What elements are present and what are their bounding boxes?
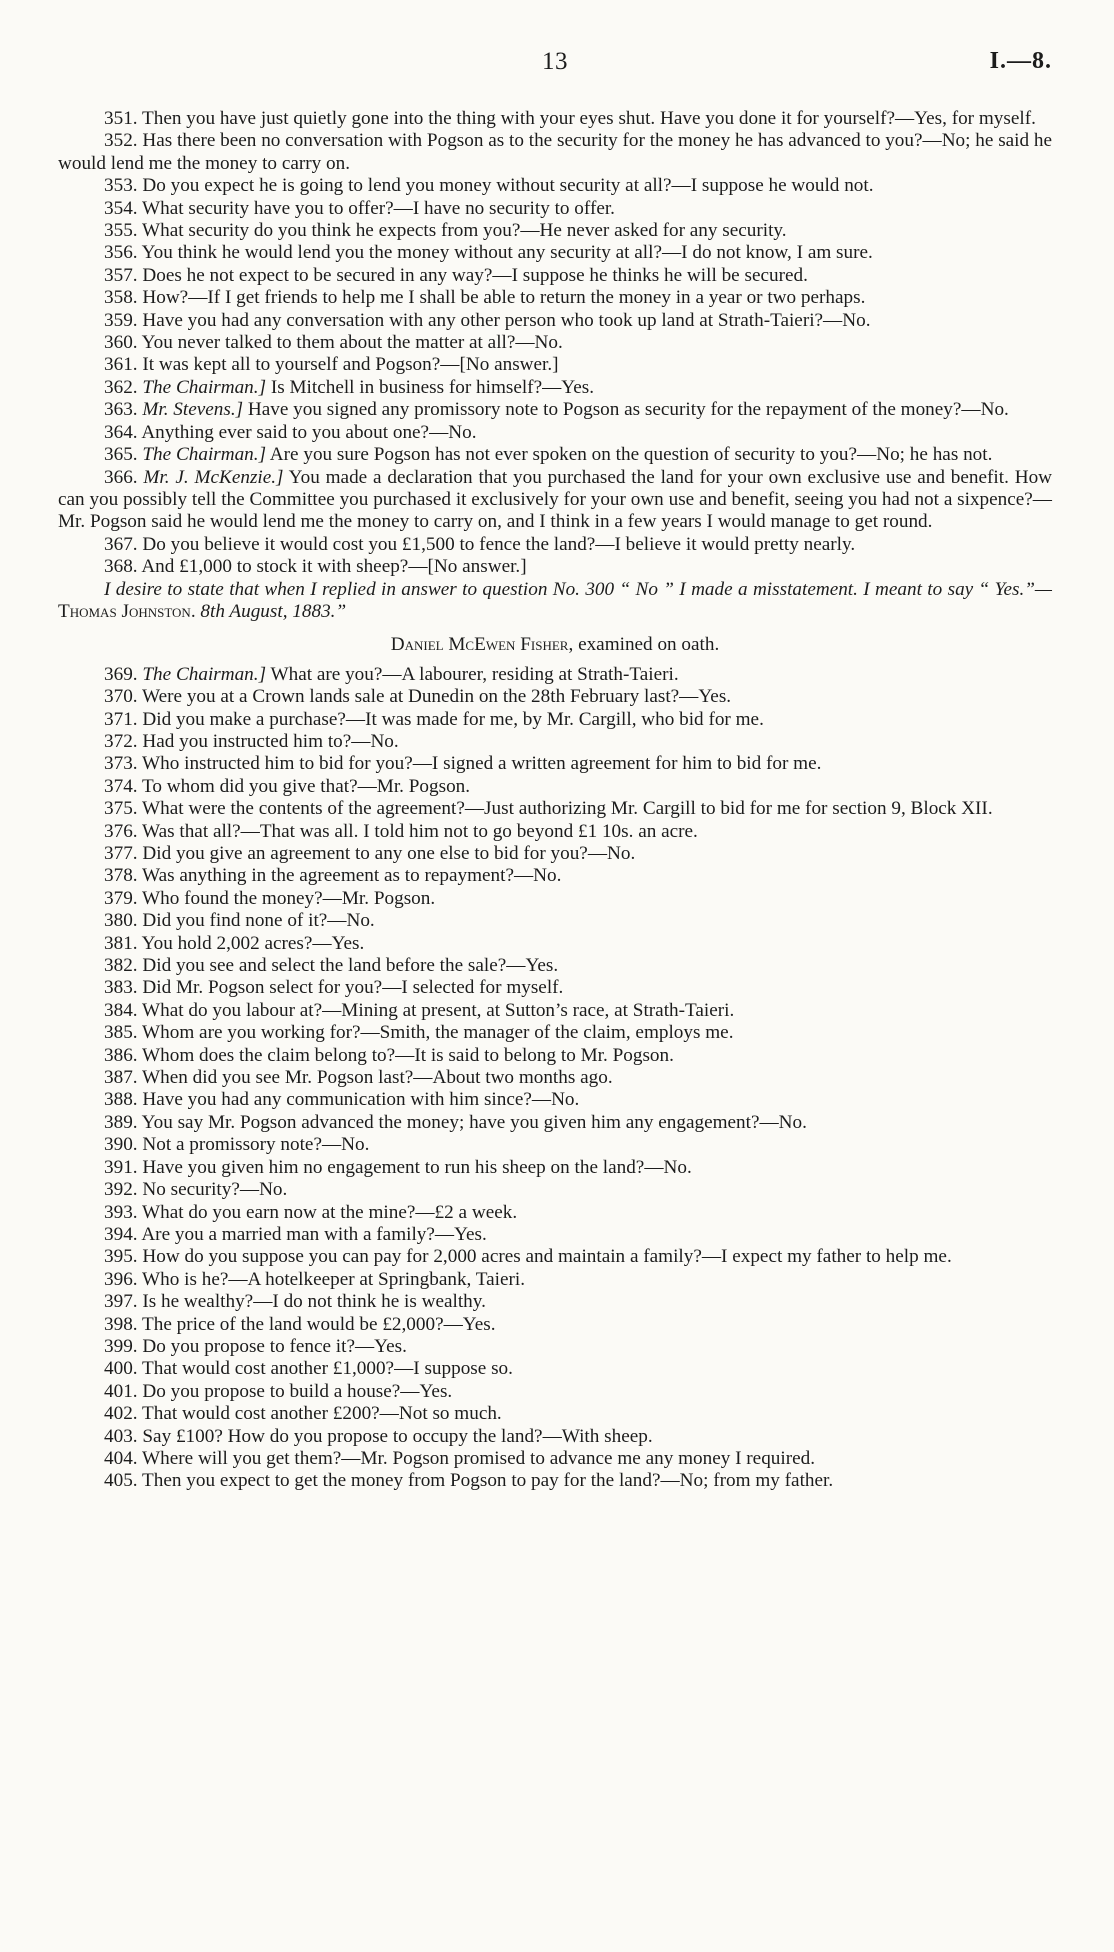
question-text: What were the contents of the agreement?—Just authorizing Mr. Cargill to bid for me for section 9, Block XII.: [142, 798, 993, 820]
question-number: 389.: [104, 1111, 138, 1133]
question-text: Did Mr. Pogson select for you?—I selected for myself.: [142, 977, 564, 999]
question-number: 354.: [104, 197, 138, 219]
question-number: 358.: [104, 287, 138, 309]
question-text: Anything ever said to you about one?—No.: [141, 421, 477, 443]
question-text: Who is he?—A hotelkeeper at Springbank, Taieri.: [142, 1268, 526, 1290]
question-number: 363.: [104, 399, 138, 421]
question-361: [58, 354, 1052, 376]
question-text: Do you propose to build a house?—Yes.: [142, 1380, 453, 1402]
question-396: [58, 1269, 1052, 1291]
question-text: Have you had any communication with him since?—No.: [142, 1089, 580, 1111]
question-383: [58, 977, 1052, 999]
question-text: Had you instructed him to?—No.: [142, 730, 399, 752]
question-number: 383.: [104, 977, 138, 999]
question-395: [58, 1246, 1052, 1268]
question-text: Does he not expect to be secured in any way?—I suppose he thinks he will be secured.: [142, 264, 808, 286]
question-number: 364.: [104, 421, 138, 443]
witness-suffix: examined on oath.: [578, 634, 720, 656]
note-signature: Thomas Johnston.: [58, 600, 196, 622]
question-text: What do you earn now at the mine?—£2 a week.: [142, 1201, 518, 1223]
series-code: I.—8.: [989, 48, 1052, 74]
question-text: Is Mitchell in business for himself?—Yes.: [270, 376, 594, 398]
question-text: Do you expect he is going to lend you money without security at all?—I suppose he would not.: [142, 175, 874, 197]
question-text: Have you given him no engagement to run his sheep on the land?—No.: [142, 1156, 692, 1178]
speaker-name: The Chairman.]: [142, 376, 267, 398]
question-369: [58, 664, 1052, 686]
question-number: 384.: [104, 999, 138, 1021]
question-371: [58, 709, 1052, 731]
question-text: When did you see Mr. Pogson last?—About two months ago.: [142, 1067, 613, 1089]
question-text: Is he wealthy?—I do not think he is wealthy.: [142, 1291, 486, 1313]
question-number: 352.: [104, 130, 138, 152]
speaker-name: The Chairman.]: [142, 663, 267, 685]
question-378: [58, 865, 1052, 887]
question-353: [58, 175, 1052, 197]
speaker-name: The Chairman.]: [142, 444, 267, 466]
question-number: 351.: [104, 108, 138, 129]
question-text: You say Mr. Pogson advanced the money; have you given him any engagement?—No.: [141, 1111, 807, 1133]
evidence-part-1: [58, 108, 1052, 579]
question-number: 405.: [104, 1470, 138, 1492]
question-number: 378.: [104, 865, 138, 887]
question-number: 356.: [104, 242, 138, 264]
note-date: 8th August, 1883.”: [200, 600, 347, 622]
question-text: You made a declaration that you purchased the land for your own exclusive use and benefit. How can you possibly tell the Committee you purchased it exclusively for your own use and benefit, seeing you had not a sixpence?—Mr. Pogson said he would lend me the money to carry on, and I think in a few years I would manage to get round.: [58, 466, 1053, 533]
question-379: [58, 888, 1052, 910]
question-389: [58, 1112, 1052, 1134]
question-number: 373.: [104, 753, 138, 775]
question-403: [58, 1426, 1052, 1448]
question-text: Whom are you working for?—Smith, the manager of the claim, employs me.: [142, 1022, 734, 1044]
question-number: 381.: [104, 932, 138, 954]
question-number: 374.: [104, 775, 138, 797]
question-404: [58, 1448, 1052, 1470]
question-number: 388.: [104, 1089, 138, 1111]
question-text: Has there been no conversation with Pogson as to the security for the money he has advanced to you?—No; he said he would lend me the money to carry on.: [58, 130, 1053, 174]
question-399: [58, 1336, 1052, 1358]
question-368: [58, 556, 1052, 578]
question-text: Whom does the claim belong to?—It is said to belong to Mr. Pogson.: [142, 1044, 674, 1066]
question-text: It was kept all to yourself and Pogson?—[No answer.]: [142, 354, 559, 376]
question-number: 400.: [104, 1358, 138, 1380]
question-405: [58, 1470, 1052, 1492]
question-text: You think he would lend you the money without any security at all?—I do not know, I am sure.: [141, 242, 873, 264]
question-number: 397.: [104, 1291, 138, 1313]
question-391: [58, 1157, 1052, 1179]
question-number: 396.: [104, 1268, 138, 1290]
question-number: 366.: [104, 466, 138, 488]
question-text: Are you sure Pogson has not ever spoken on the question of security to you?—No; he has not.: [269, 444, 993, 466]
witness-heading: [58, 634, 1052, 656]
question-360: [58, 332, 1052, 354]
question-number: 355.: [104, 220, 138, 242]
question-number: 395.: [104, 1246, 138, 1268]
speaker-name: Mr. J. McKenzie.]: [143, 466, 284, 488]
question-number: 394.: [104, 1223, 138, 1245]
question-358: [58, 287, 1052, 309]
question-number: 375.: [104, 798, 138, 820]
question-number: 401.: [104, 1380, 138, 1402]
question-388: [58, 1089, 1052, 1111]
question-number: 370.: [104, 686, 138, 708]
question-text: What do you labour at?—Mining at present, at Sutton’s race, at Strath-Taieri.: [142, 999, 735, 1021]
question-text: Do you propose to fence it?—Yes.: [142, 1335, 407, 1357]
correction-note: [58, 579, 1052, 624]
question-text: What are you?—A labourer, residing at Strath-Taieri.: [270, 663, 679, 685]
question-380: [58, 910, 1052, 932]
question-number: 392.: [104, 1179, 138, 1201]
question-text: Have you had any conversation with any other person who took up land at Strath-Taieri?—No.: [142, 309, 871, 331]
question-384: [58, 1000, 1052, 1022]
question-number: 402.: [104, 1403, 138, 1425]
question-text: And £1,000 to stock it with sheep?—[No answer.]: [141, 556, 527, 578]
question-number: 365.: [104, 444, 138, 466]
question-text: Who found the money?—Mr. Pogson.: [142, 887, 436, 909]
question-number: 380.: [104, 910, 138, 932]
page-header: [58, 0, 1052, 75]
question-text: That would cost another £1,000?—I suppose so.: [142, 1358, 513, 1380]
question-393: [58, 1202, 1052, 1224]
question-text: How?—If I get friends to help me I shall be able to return the money in a year or two perhaps.: [142, 287, 866, 309]
question-387: [58, 1067, 1052, 1089]
question-366: [58, 467, 1052, 534]
question-text: Not a promissory note?—No.: [142, 1134, 370, 1156]
question-number: 376.: [104, 820, 138, 842]
question-394: [58, 1224, 1052, 1246]
question-text: Did you see and select the land before the sale?—Yes.: [142, 955, 559, 977]
question-355: [58, 220, 1052, 242]
question-number: 382.: [104, 955, 138, 977]
question-number: 391.: [104, 1156, 138, 1178]
question-text: That would cost another £200?—Not so much.: [142, 1403, 502, 1425]
question-357: [58, 265, 1052, 287]
question-text: Say £100? How do you propose to occupy the land?—With sheep.: [142, 1425, 653, 1447]
question-text: Are you a married man with a family?—Yes.: [141, 1223, 487, 1245]
question-number: 386.: [104, 1044, 138, 1066]
question-367: [58, 534, 1052, 556]
question-text: Was anything in the agreement as to repayment?—No.: [142, 865, 562, 887]
question-text: Do you believe it would cost you £1,500 to fence the land?—I believe it would pretty nearly.: [142, 533, 856, 555]
question-390: [58, 1134, 1052, 1156]
question-number: 353.: [104, 175, 138, 197]
question-number: 367.: [104, 533, 138, 555]
question-text: The price of the land would be £2,000?—Yes.: [142, 1313, 496, 1335]
question-397: [58, 1291, 1052, 1313]
question-373: [58, 753, 1052, 775]
question-number: 357.: [104, 264, 138, 286]
question-400: [58, 1358, 1052, 1380]
question-text: Then you have just quietly gone into the thing with your eyes shut. Have you done it for yourself?—Yes, for myself.: [142, 108, 1036, 129]
question-number: 361.: [104, 354, 138, 376]
page-number: 13: [542, 48, 568, 75]
question-text: To whom did you give that?—Mr. Pogson.: [142, 775, 471, 797]
question-text: Then you expect to get the money from Pogson to pay for the land?—No; from my father.: [142, 1470, 834, 1492]
question-number: 390.: [104, 1134, 138, 1156]
question-362: [58, 377, 1052, 399]
question-352: [58, 130, 1052, 175]
question-401: [58, 1381, 1052, 1403]
question-398: [58, 1314, 1052, 1336]
question-354: [58, 198, 1052, 220]
question-text: How do you suppose you can pay for 2,000 acres and maintain a family?—I expect my father to help me.: [142, 1246, 952, 1268]
question-381: [58, 933, 1052, 955]
question-370: [58, 686, 1052, 708]
question-376: [58, 821, 1052, 843]
question-356: [58, 242, 1052, 264]
question-number: 404.: [104, 1447, 138, 1469]
question-number: 369.: [104, 663, 138, 685]
question-number: 399.: [104, 1335, 138, 1357]
question-351: [58, 108, 1052, 130]
question-382: [58, 955, 1052, 977]
question-number: 359.: [104, 309, 138, 331]
question-text: What security have you to offer?—I have no security to offer.: [142, 197, 615, 219]
question-text: You never talked to them about the matter at all?—No.: [141, 332, 563, 354]
question-number: 387.: [104, 1067, 138, 1089]
question-372: [58, 731, 1052, 753]
question-text: You hold 2,002 acres?—Yes.: [141, 932, 365, 954]
question-text: Did you give an agreement to any one else to bid for you?—No.: [142, 843, 636, 864]
question-number: 393.: [104, 1201, 138, 1223]
question-377: [58, 843, 1052, 865]
question-text: Who instructed him to bid for you?—I signed a written agreement for him to bid for me.: [142, 753, 822, 775]
question-number: 372.: [104, 730, 138, 752]
question-text: No security?—No.: [142, 1179, 288, 1201]
question-number: 377.: [104, 843, 138, 864]
speaker-name: Mr. Stevens.]: [142, 399, 244, 421]
question-number: 362.: [104, 376, 138, 398]
question-number: 403.: [104, 1425, 138, 1447]
question-364: [58, 422, 1052, 444]
question-359: [58, 310, 1052, 332]
question-number: 379.: [104, 887, 138, 909]
question-365: [58, 444, 1052, 466]
question-text: Did you find none of it?—No.: [142, 910, 375, 932]
question-text: Did you make a purchase?—It was made for me, by Mr. Cargill, who bid for me.: [142, 708, 764, 730]
question-385: [58, 1022, 1052, 1044]
question-number: 360.: [104, 332, 138, 354]
question-392: [58, 1179, 1052, 1201]
question-number: 385.: [104, 1022, 138, 1044]
question-number: 398.: [104, 1313, 138, 1335]
question-402: [58, 1403, 1052, 1425]
question-number: 371.: [104, 708, 138, 730]
question-374: [58, 776, 1052, 798]
question-text: Where will you get them?—Mr. Pogson promised to advance me any money I required.: [142, 1447, 816, 1469]
question-386: [58, 1045, 1052, 1067]
question-text: Have you signed any promissory note to Pogson as security for the repayment of the money?—No.: [247, 399, 1009, 421]
witness-name: Daniel McEwen Fisher,: [390, 634, 574, 656]
question-375: [58, 798, 1052, 820]
question-363: [58, 399, 1052, 421]
note-text: I desire to state that when I replied in answer to question No. 300 “ No ” I made a misstatement. I meant to say “ Yes.”—: [104, 578, 1052, 600]
question-text: What security do you think he expects from you?—He never asked for any security.: [142, 220, 787, 242]
question-text: Was that all?—That was all. I told him not to go beyond £1 10s. an acre.: [142, 820, 698, 842]
question-text: Were you at a Crown lands sale at Dunedin on the 28th February last?—Yes.: [142, 686, 732, 708]
evidence-part-2: [58, 664, 1052, 1493]
question-number: 368.: [104, 556, 138, 578]
